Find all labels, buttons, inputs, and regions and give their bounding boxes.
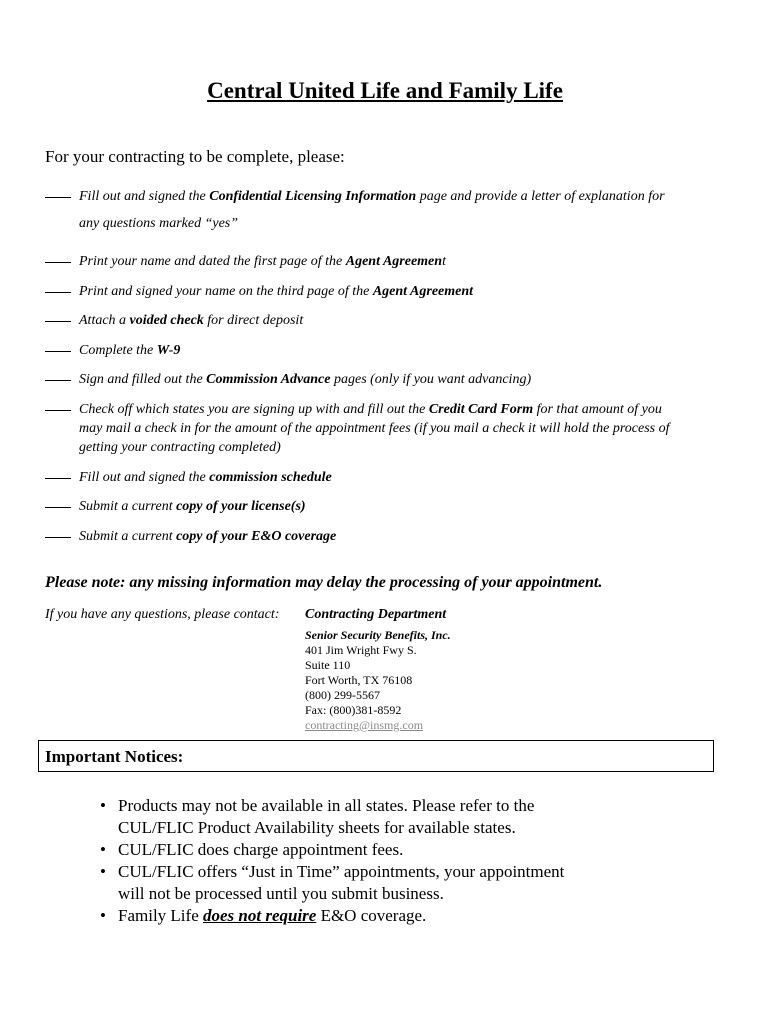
checkbox-blank[interactable] <box>45 409 71 411</box>
list-item: • CUL/FLIC offers “Just in Time” appointments, your appointment will not be processed until you submit business. <box>100 861 660 905</box>
intro-text: For your contracting to be complete, please: <box>45 147 345 166</box>
contact-email-link[interactable]: contracting@insmg.com <box>305 718 424 732</box>
contact-city: Fort Worth, TX 76108 <box>305 673 413 687</box>
checklist-item-eo-coverage: Submit a current copy of your E&O coverage <box>45 527 725 546</box>
contact-department: Contracting Department <box>305 607 447 622</box>
important-notices-box <box>38 740 714 772</box>
notices-list <box>100 795 660 927</box>
checkbox-blank[interactable] <box>45 536 71 538</box>
contact-street: 401 Jim Wright Fwy S. <box>305 643 417 657</box>
checklist-item-agreement-sign: Print and signed your name on the third page of the Agent Agreement <box>45 282 725 301</box>
contact-lead: If you have any questions, please contact: <box>45 607 280 622</box>
checkbox-blank[interactable] <box>45 477 71 479</box>
checkbox-blank[interactable] <box>45 506 71 508</box>
checkbox-blank[interactable] <box>45 196 71 198</box>
contact-phone: (800) 299-5567 <box>305 688 380 702</box>
checkbox-blank[interactable] <box>45 320 71 322</box>
checklist-item-commission-schedule: Fill out and signed the commission schedule <box>45 468 725 487</box>
checklist-item-commission-advance: Sign and filled out the Commission Advance pages (only if you want advancing) <box>45 370 725 389</box>
contact-company: Senior Security Benefits, Inc. <box>305 628 451 642</box>
checklist-item-voided-check: Attach a voided check for direct deposit <box>45 311 725 330</box>
checkbox-blank[interactable] <box>45 379 71 381</box>
checklist-item-license: Submit a current copy of your license(s) <box>45 497 725 516</box>
checkbox-blank[interactable] <box>45 350 71 352</box>
important-notices-heading: Important Notices: <box>45 747 184 766</box>
list-item: • Products may not be available in all states. Please refer to the CUL/FLIC Product Availability sheets for available states. <box>100 795 660 839</box>
page-title: Central United Life and Family Life <box>207 78 563 103</box>
checklist-item-agreement-name: Print your name and dated the first page of the Agent Agreement <box>45 252 725 271</box>
checkbox-blank[interactable] <box>45 291 71 293</box>
checklist-item-licensing: Fill out and signed the Confidential Licensing Information page and provide a letter of explanation for any questions marked “yes” <box>45 187 725 233</box>
missing-info-note: Please note: any missing information may delay the processing of your appointment. <box>45 574 603 591</box>
contact-suite: Suite 110 <box>305 658 351 672</box>
list-item: • Family Life does not require E&O coverage. <box>100 905 660 927</box>
checklist-item-credit-card: Check off which states you are signing up with and fill out the Credit Card Form for that amount of you may mail a check in for the amount of the appointment fees (if you mail a check it will hold the process of getting your contracting completed) <box>45 400 725 457</box>
checklist-item-w9: Complete the W-9 <box>45 341 725 360</box>
contact-fax: Fax: (800)381-8592 <box>305 703 402 717</box>
list-item: • CUL/FLIC does charge appointment fees. <box>100 839 660 861</box>
checkbox-blank[interactable] <box>45 261 71 263</box>
